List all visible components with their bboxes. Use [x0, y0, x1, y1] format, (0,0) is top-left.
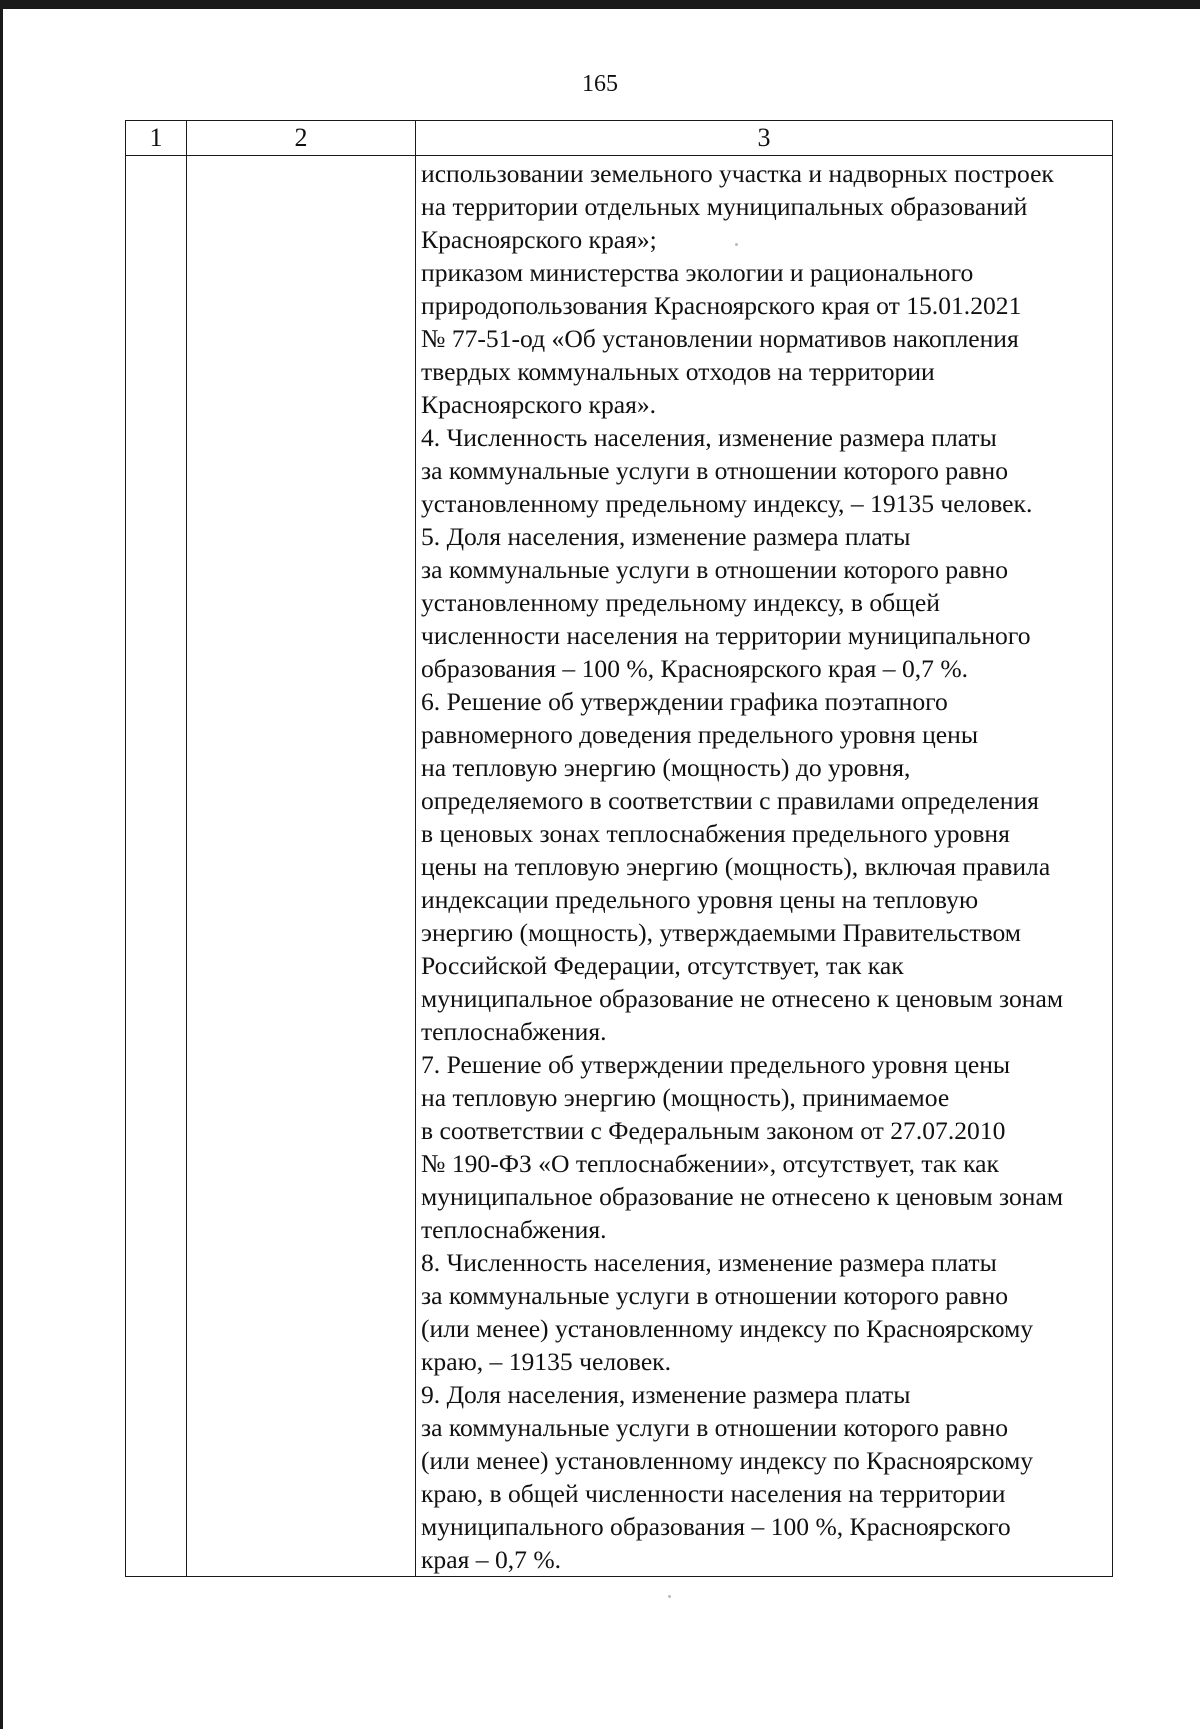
text-line: муниципальное образование не отнесено к ценовым зонам — [421, 1182, 1064, 1211]
table-cell-col1 — [126, 156, 187, 1577]
table-header-row — [126, 121, 1113, 156]
text-line: за коммунальные услуги в отношении которого равно — [421, 1413, 1008, 1442]
column-header-2: 2 — [187, 121, 416, 156]
document-table — [125, 120, 1113, 1577]
text-line: в соответствии с Федеральным законом от 27.07.2010 — [421, 1116, 1006, 1145]
text-line: численности населения на территории муниципального — [421, 621, 1031, 650]
text-line: краю, в общей численности населения на территории — [421, 1479, 1006, 1508]
text-line: за коммунальные услуги в отношении которого равно — [421, 456, 1008, 485]
text-line: Красноярского края». — [421, 390, 657, 419]
column-header-3: 3 — [416, 121, 1113, 156]
text-line: приказом министерства экологии и рационального — [421, 258, 974, 287]
text-line: 4. Численность населения, изменение размера платы — [421, 423, 997, 452]
text-line: установленному предельному индексу, в общей — [421, 588, 940, 617]
table-row — [126, 156, 1113, 1577]
text-line: установленному предельному индексу, – 19135 человек. — [421, 489, 1033, 518]
text-line: (или менее) установленному индексу по Красноярскому — [421, 1446, 1034, 1475]
scan-top-edge — [0, 0, 1200, 9]
text-line: образования – 100 %, Красноярского края – 0,7 %. — [421, 654, 969, 683]
text-line: использовании земельного участка и надворных построек — [421, 159, 1054, 188]
page-number: 165 — [582, 71, 618, 97]
text-line: за коммунальные услуги в отношении которого равно — [421, 1281, 1008, 1310]
text-line: 7. Решение об утверждении предельного уровня цены — [421, 1050, 1011, 1079]
text-line: за коммунальные услуги в отношении которого равно — [421, 555, 1008, 584]
text-line: в ценовых зонах теплоснабжения предельного уровня — [421, 819, 1010, 848]
text-line: природопользования Красноярского края от 15.01.2021 — [421, 291, 1022, 320]
text-line: муниципальное образование не отнесено к ценовым зонам — [421, 984, 1064, 1013]
text-line: Российской Федерации, отсутствует, так как — [421, 951, 904, 980]
scan-speck — [735, 243, 738, 246]
text-line: Красноярского края»; — [421, 225, 657, 254]
text-line: № 77-51-од «Об установлении нормативов накопления — [421, 324, 1019, 353]
text-line: 8. Численность населения, изменение размера платы — [421, 1248, 997, 1277]
text-line: теплоснабжения. — [421, 1017, 607, 1046]
text-line: твердых коммунальных отходов на территории — [421, 357, 935, 386]
text-line: (или менее) установленному индексу по Красноярскому — [421, 1314, 1034, 1343]
table-cell-col2 — [187, 156, 416, 1577]
text-line: № 190-ФЗ «О теплоснабжении», отсутствует, так как — [421, 1149, 999, 1178]
text-line: краю, – 19135 человек. — [421, 1347, 672, 1376]
text-line: цены на тепловую энергию (мощность), включая правила — [421, 852, 1051, 881]
table-cell-col3 — [416, 156, 1113, 1577]
text-line: 6. Решение об утверждении графика поэтапного — [421, 687, 948, 716]
text-line: муниципального образования – 100 %, Красноярского — [421, 1512, 1011, 1541]
scan-speck — [668, 1595, 671, 1598]
text-line: теплоснабжения. — [421, 1215, 607, 1244]
text-line: края – 0,7 %. — [421, 1545, 562, 1574]
column-header-1: 1 — [126, 121, 187, 156]
text-line: на территории отдельных муниципальных образований — [421, 192, 1028, 221]
text-line: определяемого в соответствии с правилами определения — [421, 786, 1039, 815]
text-line: на тепловую энергию (мощность), принимаемое — [421, 1083, 950, 1112]
text-line: на тепловую энергию (мощность) до уровня, — [421, 753, 911, 782]
text-line: энергию (мощность), утверждаемыми Правительством — [421, 918, 1021, 947]
text-line: 5. Доля населения, изменение размера платы — [421, 522, 911, 551]
scan-left-edge — [0, 0, 3, 1729]
text-line: равномерного доведения предельного уровня цены — [421, 720, 979, 749]
text-line: 9. Доля населения, изменение размера платы — [421, 1380, 911, 1409]
text-line: индексации предельного уровня цены на тепловую — [421, 885, 979, 914]
